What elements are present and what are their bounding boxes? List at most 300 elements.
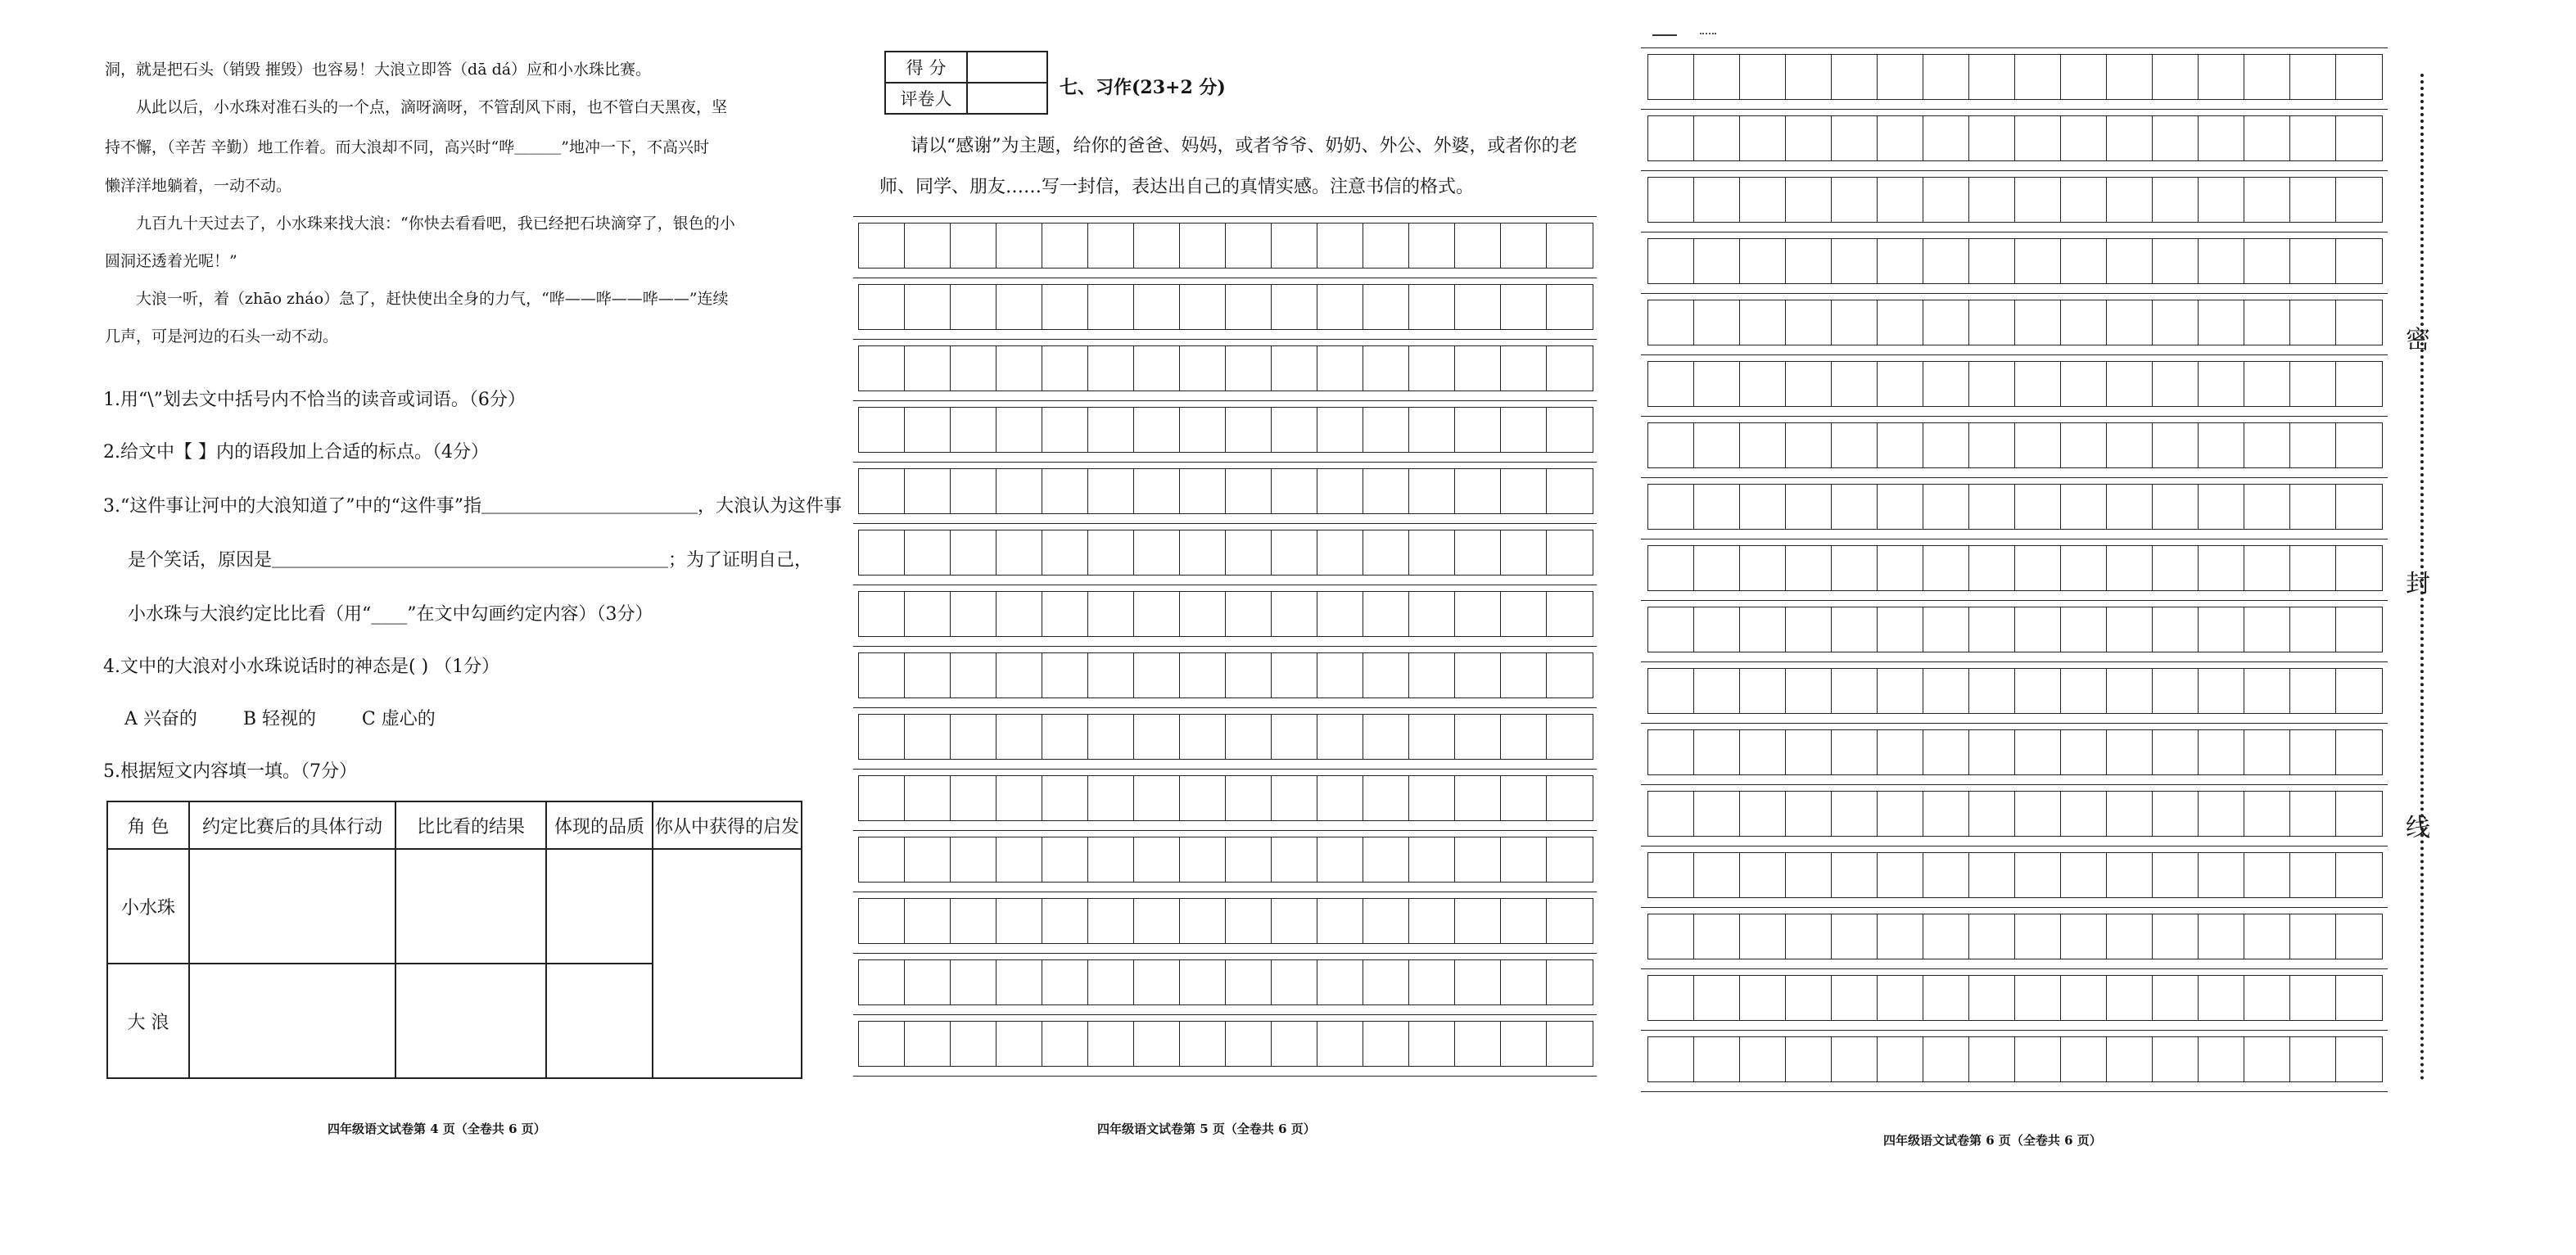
grid-cell[interactable] bbox=[1087, 591, 1135, 637]
grid-cell[interactable] bbox=[2244, 484, 2291, 530]
grid-cell[interactable] bbox=[2244, 914, 2291, 959]
grid-cell[interactable] bbox=[1831, 422, 1878, 468]
grid-cell[interactable] bbox=[2152, 54, 2199, 100]
grid-cell[interactable] bbox=[2198, 668, 2245, 714]
grid-cell[interactable] bbox=[1693, 1036, 1741, 1082]
grid-cell[interactable] bbox=[1317, 530, 1364, 576]
grid-cell[interactable] bbox=[1831, 115, 1878, 161]
grid-cell[interactable] bbox=[1179, 837, 1227, 883]
grid-cell[interactable] bbox=[1831, 54, 1878, 100]
grid-cell[interactable] bbox=[1225, 407, 1272, 453]
grid-cell[interactable] bbox=[2198, 238, 2245, 284]
grid-cell[interactable] bbox=[1087, 345, 1135, 391]
grid-cell[interactable] bbox=[2152, 361, 2199, 407]
grid-cell[interactable] bbox=[2060, 422, 2108, 468]
grid-cell[interactable] bbox=[1647, 1036, 1695, 1082]
grid-cell[interactable] bbox=[2014, 115, 2062, 161]
grid-cell[interactable] bbox=[2244, 115, 2291, 161]
grid-cell[interactable] bbox=[1500, 652, 1548, 698]
grid-cell[interactable] bbox=[1739, 238, 1787, 284]
grid-cell[interactable] bbox=[1225, 652, 1272, 698]
grid-cell[interactable] bbox=[2106, 668, 2153, 714]
grid-cell[interactable] bbox=[1693, 422, 1741, 468]
grid-cell[interactable] bbox=[1317, 898, 1364, 944]
grid-cell[interactable] bbox=[2060, 668, 2108, 714]
grid-cell[interactable] bbox=[1317, 714, 1364, 760]
grid-cell[interactable] bbox=[1454, 959, 1502, 1005]
grid-cell[interactable] bbox=[1271, 284, 1318, 330]
grid-cell[interactable] bbox=[904, 591, 951, 637]
grid-cell[interactable] bbox=[1785, 361, 1833, 407]
grid-cell[interactable] bbox=[1363, 530, 1410, 576]
grid-cell[interactable] bbox=[1546, 223, 1593, 269]
grid-cell[interactable] bbox=[1500, 775, 1548, 821]
grid-cell[interactable] bbox=[1785, 177, 1833, 223]
grid-cell[interactable] bbox=[2106, 115, 2153, 161]
grid-cell[interactable] bbox=[1647, 791, 1695, 837]
grid-cell[interactable] bbox=[2060, 791, 2108, 837]
answer-cell[interactable] bbox=[546, 849, 653, 964]
grid-cell[interactable] bbox=[1087, 468, 1135, 514]
grid-cell[interactable] bbox=[1271, 959, 1318, 1005]
grid-cell[interactable] bbox=[2152, 729, 2199, 775]
score-value-cell[interactable] bbox=[967, 52, 1047, 83]
grid-cell[interactable] bbox=[1647, 607, 1695, 652]
grid-cell[interactable] bbox=[1500, 837, 1548, 883]
grid-cell[interactable] bbox=[1785, 607, 1833, 652]
grid-cell[interactable] bbox=[1408, 898, 1456, 944]
grid-cell[interactable] bbox=[2335, 668, 2383, 714]
grid-cell[interactable] bbox=[1179, 1021, 1227, 1067]
grid-cell[interactable] bbox=[996, 652, 1043, 698]
grid-cell[interactable] bbox=[1317, 284, 1364, 330]
grid-cell[interactable] bbox=[1042, 1021, 1089, 1067]
grid-cell[interactable] bbox=[1693, 545, 1741, 591]
grid-cell[interactable] bbox=[1785, 238, 1833, 284]
grid-cell[interactable] bbox=[1968, 545, 2016, 591]
grid-cell[interactable] bbox=[1363, 714, 1410, 760]
grid-cell[interactable] bbox=[1087, 837, 1135, 883]
grid-cell[interactable] bbox=[2289, 361, 2337, 407]
grid-cell[interactable] bbox=[1500, 468, 1548, 514]
grid-cell[interactable] bbox=[950, 714, 997, 760]
grid-cell[interactable] bbox=[1363, 1021, 1410, 1067]
grid-cell[interactable] bbox=[950, 1021, 997, 1067]
grid-cell[interactable] bbox=[1693, 238, 1741, 284]
grid-cell[interactable] bbox=[2106, 484, 2153, 530]
grid-cell[interactable] bbox=[1408, 1021, 1456, 1067]
grid-cell[interactable] bbox=[1133, 652, 1181, 698]
grid-cell[interactable] bbox=[2014, 852, 2062, 898]
grid-cell[interactable] bbox=[1133, 775, 1181, 821]
grid-cell[interactable] bbox=[2335, 545, 2383, 591]
grid-cell[interactable] bbox=[2244, 361, 2291, 407]
grid-cell[interactable] bbox=[1877, 545, 1924, 591]
grid-cell[interactable] bbox=[1923, 729, 1970, 775]
grid-cell[interactable] bbox=[1785, 484, 1833, 530]
grid-cell[interactable] bbox=[2060, 607, 2108, 652]
grid-cell[interactable] bbox=[1923, 668, 1970, 714]
grid-cell[interactable] bbox=[2289, 545, 2337, 591]
grid-cell[interactable] bbox=[1968, 852, 2016, 898]
grid-cell[interactable] bbox=[1739, 422, 1787, 468]
grid-cell[interactable] bbox=[1877, 300, 1924, 345]
grid-cell[interactable] bbox=[950, 898, 997, 944]
grid-cell[interactable] bbox=[2152, 238, 2199, 284]
grid-cell[interactable] bbox=[2152, 484, 2199, 530]
grid-cell[interactable] bbox=[858, 837, 906, 883]
grid-cell[interactable] bbox=[1831, 729, 1878, 775]
grid-cell[interactable] bbox=[1271, 468, 1318, 514]
grid-cell[interactable] bbox=[2152, 791, 2199, 837]
grid-cell[interactable] bbox=[1739, 54, 1787, 100]
grid-cell[interactable] bbox=[1785, 422, 1833, 468]
grid-cell[interactable] bbox=[1408, 775, 1456, 821]
grid-cell[interactable] bbox=[2289, 422, 2337, 468]
grid-cell[interactable] bbox=[2244, 729, 2291, 775]
grid-cell[interactable] bbox=[1225, 1021, 1272, 1067]
grid-cell[interactable] bbox=[1785, 1036, 1833, 1082]
grid-cell[interactable] bbox=[1454, 345, 1502, 391]
grid-cell[interactable] bbox=[904, 837, 951, 883]
grid-cell[interactable] bbox=[904, 407, 951, 453]
composition-grid[interactable] bbox=[1641, 49, 2388, 1097]
grid-cell[interactable] bbox=[1546, 714, 1593, 760]
grid-cell[interactable] bbox=[1968, 177, 2016, 223]
grid-cell[interactable] bbox=[1363, 959, 1410, 1005]
grid-cell[interactable] bbox=[1693, 177, 1741, 223]
composition-grid[interactable] bbox=[853, 206, 1597, 1082]
grid-cell[interactable] bbox=[2014, 975, 2062, 1021]
grid-cell[interactable] bbox=[2289, 115, 2337, 161]
grid-cell[interactable] bbox=[1317, 407, 1364, 453]
grid-cell[interactable] bbox=[1785, 545, 1833, 591]
grid-cell[interactable] bbox=[1831, 1036, 1878, 1082]
grid-cell[interactable] bbox=[1317, 652, 1364, 698]
grid-cell[interactable] bbox=[1785, 300, 1833, 345]
grid-cell[interactable] bbox=[1500, 591, 1548, 637]
grid-cell[interactable] bbox=[2152, 607, 2199, 652]
grid-cell[interactable] bbox=[2060, 238, 2108, 284]
grid-cell[interactable] bbox=[1042, 837, 1089, 883]
grid-cell[interactable] bbox=[1225, 837, 1272, 883]
grid-cell[interactable] bbox=[1500, 898, 1548, 944]
grid-cell[interactable] bbox=[2335, 484, 2383, 530]
grid-cell[interactable] bbox=[1042, 407, 1089, 453]
grid-cell[interactable] bbox=[2014, 607, 2062, 652]
grid-cell[interactable] bbox=[1271, 345, 1318, 391]
grid-cell[interactable] bbox=[2060, 729, 2108, 775]
grid-cell[interactable] bbox=[904, 530, 951, 576]
grid-cell[interactable] bbox=[1179, 775, 1227, 821]
grid-cell[interactable] bbox=[1831, 361, 1878, 407]
grid-cell[interactable] bbox=[2335, 300, 2383, 345]
grid-cell[interactable] bbox=[1408, 652, 1456, 698]
grid-cell[interactable] bbox=[1923, 1036, 1970, 1082]
grid-cell[interactable] bbox=[1693, 791, 1741, 837]
grid-cell[interactable] bbox=[950, 468, 997, 514]
grid-cell[interactable] bbox=[2014, 914, 2062, 959]
grid-cell[interactable] bbox=[2106, 607, 2153, 652]
grid-cell[interactable] bbox=[904, 959, 951, 1005]
grid-cell[interactable] bbox=[996, 837, 1043, 883]
grid-cell[interactable] bbox=[2106, 238, 2153, 284]
grid-cell[interactable] bbox=[1831, 238, 1878, 284]
grid-cell[interactable] bbox=[1968, 484, 2016, 530]
grid-cell[interactable] bbox=[1647, 177, 1695, 223]
grid-cell[interactable] bbox=[1785, 914, 1833, 959]
grid-cell[interactable] bbox=[1968, 422, 2016, 468]
grid-cell[interactable] bbox=[1968, 607, 2016, 652]
grid-cell[interactable] bbox=[2289, 729, 2337, 775]
grid-cell[interactable] bbox=[2289, 300, 2337, 345]
grid-cell[interactable] bbox=[1317, 1021, 1364, 1067]
grid-cell[interactable] bbox=[1225, 223, 1272, 269]
grid-cell[interactable] bbox=[1923, 300, 1970, 345]
grid-cell[interactable] bbox=[1968, 791, 2016, 837]
grid-cell[interactable] bbox=[1877, 422, 1924, 468]
grid-cell[interactable] bbox=[1408, 714, 1456, 760]
grid-cell[interactable] bbox=[1179, 530, 1227, 576]
grid-cell[interactable] bbox=[2244, 545, 2291, 591]
grid-cell[interactable] bbox=[2244, 177, 2291, 223]
grid-cell[interactable] bbox=[1831, 545, 1878, 591]
grid-cell[interactable] bbox=[904, 652, 951, 698]
grid-cell[interactable] bbox=[858, 959, 906, 1005]
grid-cell[interactable] bbox=[996, 345, 1043, 391]
grid-cell[interactable] bbox=[858, 714, 906, 760]
grid-cell[interactable] bbox=[1042, 714, 1089, 760]
grid-cell[interactable] bbox=[1454, 652, 1502, 698]
grid-cell[interactable] bbox=[1317, 591, 1364, 637]
grid-cell[interactable] bbox=[2335, 791, 2383, 837]
grid-cell[interactable] bbox=[2289, 607, 2337, 652]
grid-cell[interactable] bbox=[1133, 407, 1181, 453]
grid-cell[interactable] bbox=[1042, 530, 1089, 576]
grid-cell[interactable] bbox=[1363, 898, 1410, 944]
grid-cell[interactable] bbox=[1271, 714, 1318, 760]
grid-cell[interactable] bbox=[2198, 545, 2245, 591]
grid-cell[interactable] bbox=[1923, 791, 1970, 837]
grid-cell[interactable] bbox=[1363, 407, 1410, 453]
grid-cell[interactable] bbox=[2289, 852, 2337, 898]
grid-cell[interactable] bbox=[904, 468, 951, 514]
grid-cell[interactable] bbox=[1317, 837, 1364, 883]
grid-cell[interactable] bbox=[1133, 837, 1181, 883]
grid-cell[interactable] bbox=[1923, 115, 1970, 161]
grid-cell[interactable] bbox=[1179, 284, 1227, 330]
grid-cell[interactable] bbox=[1739, 361, 1787, 407]
grid-cell[interactable] bbox=[1133, 223, 1181, 269]
grid-cell[interactable] bbox=[1271, 1021, 1318, 1067]
grid-cell[interactable] bbox=[1739, 975, 1787, 1021]
grid-cell[interactable] bbox=[1693, 607, 1741, 652]
grid-cell[interactable] bbox=[1693, 852, 1741, 898]
grid-cell[interactable] bbox=[996, 714, 1043, 760]
grid-cell[interactable] bbox=[1831, 914, 1878, 959]
grid-cell[interactable] bbox=[2244, 975, 2291, 1021]
grid-cell[interactable] bbox=[2244, 54, 2291, 100]
grid-cell[interactable] bbox=[1785, 54, 1833, 100]
grid-cell[interactable] bbox=[1877, 54, 1924, 100]
grid-cell[interactable] bbox=[1785, 115, 1833, 161]
grid-cell[interactable] bbox=[1271, 652, 1318, 698]
answer-cell[interactable] bbox=[653, 849, 802, 1078]
grid-cell[interactable] bbox=[1363, 345, 1410, 391]
grid-cell[interactable] bbox=[2198, 484, 2245, 530]
grid-cell[interactable] bbox=[1133, 591, 1181, 637]
grid-cell[interactable] bbox=[1968, 975, 2016, 1021]
grid-cell[interactable] bbox=[1739, 607, 1787, 652]
grid-cell[interactable] bbox=[1179, 652, 1227, 698]
grid-cell[interactable] bbox=[950, 837, 997, 883]
grid-cell[interactable] bbox=[1408, 468, 1456, 514]
grid-cell[interactable] bbox=[1042, 959, 1089, 1005]
grid-cell[interactable] bbox=[1454, 714, 1502, 760]
grid-cell[interactable] bbox=[2244, 791, 2291, 837]
grid-cell[interactable] bbox=[858, 468, 906, 514]
grid-cell[interactable] bbox=[1739, 852, 1787, 898]
grid-cell[interactable] bbox=[2152, 1036, 2199, 1082]
grid-cell[interactable] bbox=[1693, 668, 1741, 714]
grid-cell[interactable] bbox=[1968, 115, 2016, 161]
grid-cell[interactable] bbox=[858, 284, 906, 330]
grid-cell[interactable] bbox=[1968, 668, 2016, 714]
grid-cell[interactable] bbox=[1923, 422, 1970, 468]
grid-cell[interactable] bbox=[1923, 177, 1970, 223]
grid-cell[interactable] bbox=[1546, 959, 1593, 1005]
grid-cell[interactable] bbox=[1877, 729, 1924, 775]
grid-cell[interactable] bbox=[1693, 300, 1741, 345]
grid-cell[interactable] bbox=[2014, 791, 2062, 837]
grid-cell[interactable] bbox=[2289, 1036, 2337, 1082]
grid-cell[interactable] bbox=[1647, 115, 1695, 161]
grid-cell[interactable] bbox=[1546, 407, 1593, 453]
grid-cell[interactable] bbox=[2335, 361, 2383, 407]
grid-cell[interactable] bbox=[2198, 300, 2245, 345]
grid-cell[interactable] bbox=[2289, 54, 2337, 100]
grid-cell[interactable] bbox=[1877, 484, 1924, 530]
grid-cell[interactable] bbox=[2335, 852, 2383, 898]
grid-cell[interactable] bbox=[1500, 530, 1548, 576]
grid-cell[interactable] bbox=[1087, 898, 1135, 944]
grid-cell[interactable] bbox=[1739, 300, 1787, 345]
grid-cell[interactable] bbox=[2060, 300, 2108, 345]
grid-cell[interactable] bbox=[1877, 914, 1924, 959]
grid-cell[interactable] bbox=[2014, 238, 2062, 284]
answer-cell[interactable] bbox=[189, 849, 395, 964]
grid-cell[interactable] bbox=[2060, 975, 2108, 1021]
grid-cell[interactable] bbox=[2014, 545, 2062, 591]
grid-cell[interactable] bbox=[1923, 607, 1970, 652]
grid-cell[interactable] bbox=[2152, 115, 2199, 161]
grid-cell[interactable] bbox=[950, 959, 997, 1005]
grid-cell[interactable] bbox=[1363, 652, 1410, 698]
grid-cell[interactable] bbox=[1647, 729, 1695, 775]
grid-cell[interactable] bbox=[1968, 238, 2016, 284]
grid-cell[interactable] bbox=[1225, 714, 1272, 760]
grid-cell[interactable] bbox=[1408, 591, 1456, 637]
grid-cell[interactable] bbox=[2060, 115, 2108, 161]
grid-cell[interactable] bbox=[1133, 530, 1181, 576]
grid-cell[interactable] bbox=[2198, 177, 2245, 223]
grid-cell[interactable] bbox=[1500, 284, 1548, 330]
grid-cell[interactable] bbox=[1923, 545, 1970, 591]
grid-cell[interactable] bbox=[1408, 284, 1456, 330]
grid-cell[interactable] bbox=[1271, 530, 1318, 576]
grid-cell[interactable] bbox=[2106, 300, 2153, 345]
grid-cell[interactable] bbox=[996, 530, 1043, 576]
grid-cell[interactable] bbox=[1546, 530, 1593, 576]
grid-cell[interactable] bbox=[1179, 345, 1227, 391]
grid-cell[interactable] bbox=[2244, 668, 2291, 714]
grid-cell[interactable] bbox=[2014, 729, 2062, 775]
grid-cell[interactable] bbox=[1179, 468, 1227, 514]
grid-cell[interactable] bbox=[904, 714, 951, 760]
grid-cell[interactable] bbox=[2198, 791, 2245, 837]
grid-cell[interactable] bbox=[1363, 223, 1410, 269]
grid-cell[interactable] bbox=[1087, 652, 1135, 698]
grid-cell[interactable] bbox=[1408, 407, 1456, 453]
grid-cell[interactable] bbox=[2335, 607, 2383, 652]
grid-cell[interactable] bbox=[1454, 775, 1502, 821]
grid-cell[interactable] bbox=[2106, 729, 2153, 775]
grid-cell[interactable] bbox=[2152, 177, 2199, 223]
grid-cell[interactable] bbox=[858, 1021, 906, 1067]
grid-cell[interactable] bbox=[1739, 484, 1787, 530]
grid-cell[interactable] bbox=[1647, 484, 1695, 530]
grid-cell[interactable] bbox=[1408, 223, 1456, 269]
grid-cell[interactable] bbox=[1647, 422, 1695, 468]
grid-cell[interactable] bbox=[2060, 914, 2108, 959]
grid-cell[interactable] bbox=[1923, 484, 1970, 530]
grid-cell[interactable] bbox=[2014, 484, 2062, 530]
grid-cell[interactable] bbox=[1179, 407, 1227, 453]
grid-cell[interactable] bbox=[1968, 361, 2016, 407]
grid-cell[interactable] bbox=[904, 898, 951, 944]
grid-cell[interactable] bbox=[2244, 422, 2291, 468]
grid-cell[interactable] bbox=[1225, 898, 1272, 944]
grid-cell[interactable] bbox=[1647, 361, 1695, 407]
grid-cell[interactable] bbox=[2152, 668, 2199, 714]
grid-cell[interactable] bbox=[2014, 54, 2062, 100]
grid-cell[interactable] bbox=[1831, 852, 1878, 898]
grid-cell[interactable] bbox=[950, 652, 997, 698]
grid-cell[interactable] bbox=[1225, 468, 1272, 514]
grid-cell[interactable] bbox=[2335, 1036, 2383, 1082]
grid-cell[interactable] bbox=[2014, 1036, 2062, 1082]
grid-cell[interactable] bbox=[2198, 422, 2245, 468]
grid-cell[interactable] bbox=[2106, 54, 2153, 100]
grid-cell[interactable] bbox=[2198, 361, 2245, 407]
grid-cell[interactable] bbox=[2014, 177, 2062, 223]
grid-cell[interactable] bbox=[1647, 54, 1695, 100]
grid-cell[interactable] bbox=[1546, 284, 1593, 330]
grid-cell[interactable] bbox=[1546, 775, 1593, 821]
grid-cell[interactable] bbox=[2198, 852, 2245, 898]
grid-cell[interactable] bbox=[2289, 914, 2337, 959]
grid-cell[interactable] bbox=[1225, 284, 1272, 330]
grid-cell[interactable] bbox=[1042, 591, 1089, 637]
grid-cell[interactable] bbox=[1647, 545, 1695, 591]
grid-cell[interactable] bbox=[1785, 975, 1833, 1021]
grid-cell[interactable] bbox=[1087, 959, 1135, 1005]
grid-cell[interactable] bbox=[1087, 1021, 1135, 1067]
grid-cell[interactable] bbox=[858, 652, 906, 698]
grid-cell[interactable] bbox=[1831, 300, 1878, 345]
answer-cell[interactable] bbox=[395, 964, 546, 1078]
grid-cell[interactable] bbox=[1831, 607, 1878, 652]
